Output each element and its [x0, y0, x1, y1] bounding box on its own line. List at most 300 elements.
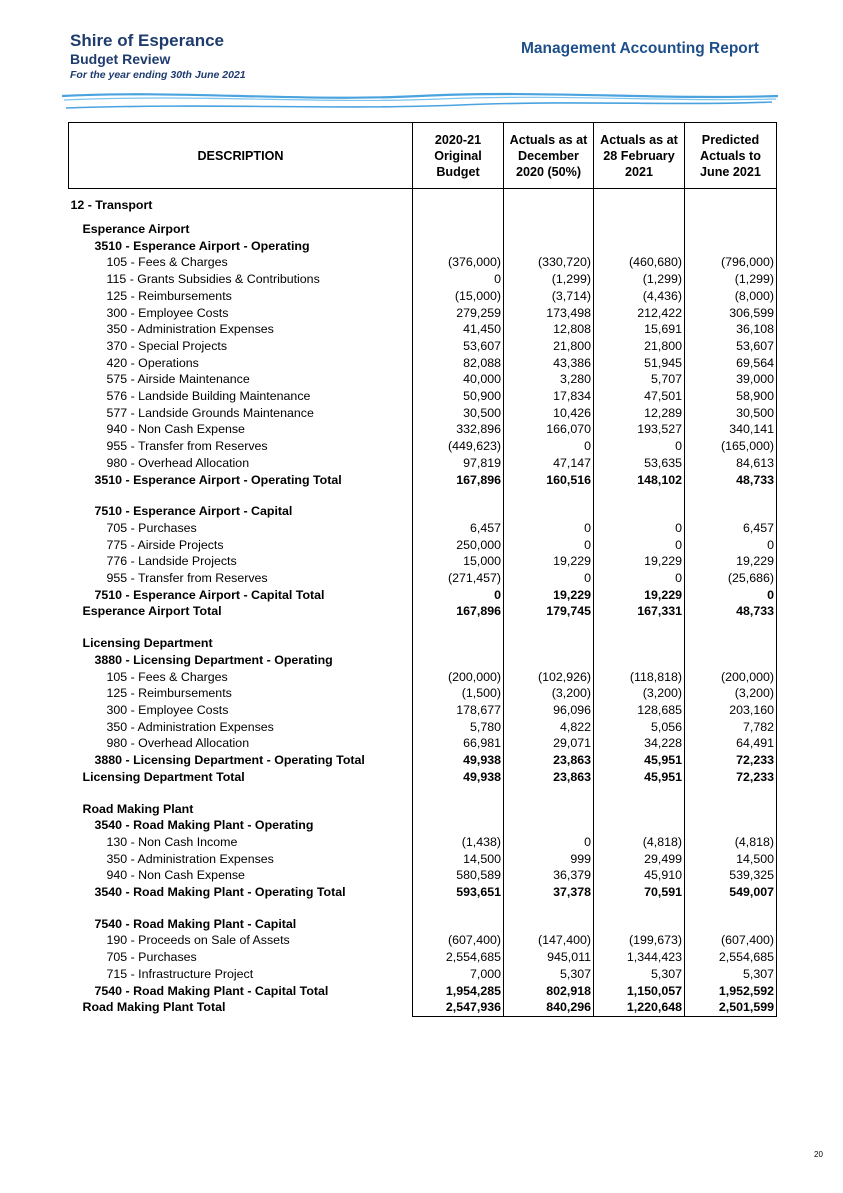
row-description: 775 - Airside Projects — [106, 537, 224, 552]
row-value-col4: 6,457 — [685, 520, 777, 537]
row-description: 980 - Overhead Allocation — [106, 736, 250, 751]
row-value-col2 — [504, 652, 594, 669]
row-value-col1: (607,400) — [413, 932, 504, 949]
row-description: 955 - Transfer from Reserves — [106, 571, 268, 586]
column-header-predicted-actuals — [685, 123, 777, 189]
row-value-col3: 5,056 — [594, 719, 685, 736]
row-value-col1: 2,547,936 — [413, 999, 504, 1016]
row-value-col4: (25,686) — [685, 570, 777, 587]
row-description: 125 - Reimbursements — [106, 288, 232, 303]
row-value-col1 — [413, 817, 504, 834]
total-row — [69, 752, 777, 769]
row-description: 776 - Landside Projects — [106, 554, 237, 569]
total-row — [69, 999, 777, 1016]
row-value-col1: 1,954,285 — [413, 983, 504, 1000]
table-row — [69, 455, 777, 472]
row-value-col3 — [594, 620, 685, 635]
row-value-col4: 1,952,592 — [685, 983, 777, 1000]
row-value-col4: (3,200) — [685, 685, 777, 702]
section-heading-row — [69, 503, 777, 520]
row-value-col3: 1,150,057 — [594, 983, 685, 1000]
table-row — [69, 338, 777, 355]
row-value-col3: 1,220,648 — [594, 999, 685, 1016]
table-row — [69, 553, 777, 570]
spacer-row — [69, 488, 777, 503]
row-value-col3: 212,422 — [594, 305, 685, 322]
row-value-col2: 840,296 — [504, 999, 594, 1016]
row-value-col2: 21,800 — [504, 338, 594, 355]
spacer-row — [69, 786, 777, 801]
row-value-col2 — [504, 635, 594, 652]
row-description: Licensing Department Total — [82, 769, 245, 784]
row-description: 300 - Employee Costs — [106, 305, 229, 320]
row-value-col1: 97,819 — [413, 455, 504, 472]
row-value-col1 — [413, 221, 504, 238]
row-value-col1: 49,938 — [413, 752, 504, 769]
row-value-col1: 279,259 — [413, 305, 504, 322]
row-value-col1: 14,500 — [413, 851, 504, 868]
row-value-col4 — [685, 901, 777, 916]
row-value-col4: 203,160 — [685, 702, 777, 719]
row-value-col3 — [594, 221, 685, 238]
row-value-col1 — [413, 503, 504, 520]
total-row — [69, 603, 777, 620]
row-value-col2: 17,834 — [504, 388, 594, 405]
total-row — [69, 884, 777, 901]
row-value-col4: 539,325 — [685, 867, 777, 884]
column-header-description: DESCRIPTION — [69, 123, 413, 189]
row-value-col3: 34,228 — [594, 735, 685, 752]
row-value-col4: 5,307 — [685, 966, 777, 983]
column-header-actuals-february — [594, 123, 685, 189]
row-value-col3: 148,102 — [594, 472, 685, 489]
row-description: 576 - Landside Building Maintenance — [106, 389, 311, 404]
row-value-col2: 5,307 — [504, 966, 594, 983]
row-value-col4 — [685, 916, 777, 933]
row-value-col2: 10,426 — [504, 405, 594, 422]
row-value-col1: (15,000) — [413, 288, 504, 305]
row-value-col2: 23,863 — [504, 752, 594, 769]
row-value-col4: 72,233 — [685, 752, 777, 769]
row-value-col3: 15,691 — [594, 321, 685, 338]
row-value-col1: 49,938 — [413, 769, 504, 786]
row-value-col4: (1,299) — [685, 271, 777, 288]
row-description — [69, 488, 413, 503]
table-row — [69, 438, 777, 455]
row-value-col2: 160,516 — [504, 472, 594, 489]
row-description: 705 - Purchases — [106, 520, 197, 535]
table-row — [69, 932, 777, 949]
row-value-col1: 7,000 — [413, 966, 504, 983]
row-value-col1: (449,623) — [413, 438, 504, 455]
row-description — [69, 901, 413, 916]
row-value-col3: 0 — [594, 438, 685, 455]
row-description: 105 - Fees & Charges — [106, 255, 228, 270]
row-value-col4: (200,000) — [685, 669, 777, 686]
row-description: 105 - Fees & Charges — [106, 669, 228, 684]
row-description: 715 - Infrastructure Project — [106, 966, 254, 981]
row-value-col4 — [685, 620, 777, 635]
row-value-col4: 340,141 — [685, 421, 777, 438]
row-value-col4: 0 — [685, 587, 777, 604]
row-value-col4 — [685, 488, 777, 503]
row-value-col1: 66,981 — [413, 735, 504, 752]
row-value-col3: 19,229 — [594, 553, 685, 570]
row-description: 300 - Employee Costs — [106, 702, 229, 717]
row-value-col2 — [504, 901, 594, 916]
row-value-col4: (165,000) — [685, 438, 777, 455]
row-value-col4 — [685, 503, 777, 520]
row-value-col3: 70,591 — [594, 884, 685, 901]
table-row — [69, 321, 777, 338]
row-value-col3: 45,951 — [594, 769, 685, 786]
row-value-col1: 250,000 — [413, 537, 504, 554]
column-header-actuals-december — [504, 123, 594, 189]
row-value-col2 — [504, 189, 594, 222]
row-value-col3: 1,344,423 — [594, 949, 685, 966]
row-value-col4: 53,607 — [685, 338, 777, 355]
row-value-col2: 4,822 — [504, 719, 594, 736]
row-value-col1: 2,554,685 — [413, 949, 504, 966]
table-header-row — [69, 123, 777, 189]
row-value-col4: 30,500 — [685, 405, 777, 422]
row-value-col4 — [685, 652, 777, 669]
row-value-col3: 0 — [594, 520, 685, 537]
section-heading-row — [69, 916, 777, 933]
row-value-col1: 53,607 — [413, 338, 504, 355]
row-value-col4 — [685, 801, 777, 818]
row-value-col3: 193,527 — [594, 421, 685, 438]
table-row — [69, 388, 777, 405]
row-value-col4: 306,599 — [685, 305, 777, 322]
row-description: Licensing Department — [82, 636, 213, 651]
header-line: 2020-21 — [434, 132, 482, 147]
row-value-col2 — [504, 221, 594, 238]
row-value-col1: (1,438) — [413, 834, 504, 851]
budget-review-table — [68, 122, 777, 1017]
row-description: 3540 - Road Making Plant - Operating — [94, 818, 314, 833]
row-value-col4: 549,007 — [685, 884, 777, 901]
table-row — [69, 685, 777, 702]
row-value-col1 — [413, 189, 504, 222]
row-value-col2: 999 — [504, 851, 594, 868]
row-value-col3: (199,673) — [594, 932, 685, 949]
row-value-col1 — [413, 635, 504, 652]
row-value-col4: 14,500 — [685, 851, 777, 868]
row-value-col1 — [413, 916, 504, 933]
table-row — [69, 271, 777, 288]
row-value-col2: 173,498 — [504, 305, 594, 322]
row-value-col4 — [685, 221, 777, 238]
row-value-col1: 15,000 — [413, 553, 504, 570]
row-value-col2: 96,096 — [504, 702, 594, 719]
row-value-col3 — [594, 189, 685, 222]
header-line: December — [518, 148, 579, 163]
row-value-col4: (4,818) — [685, 834, 777, 851]
table-row — [69, 355, 777, 372]
row-description: 350 - Administration Expenses — [106, 851, 274, 866]
row-value-col4: (8,000) — [685, 288, 777, 305]
row-description: 350 - Administration Expenses — [106, 322, 274, 337]
table-row — [69, 702, 777, 719]
row-description: 7540 - Road Making Plant - Capital — [94, 916, 297, 931]
section-heading-row — [69, 221, 777, 238]
row-description: Esperance Airport — [82, 222, 190, 236]
row-value-col1: 0 — [413, 271, 504, 288]
row-description: 3880 - Licensing Department - Operating Total — [94, 753, 365, 768]
row-value-col3 — [594, 801, 685, 818]
row-description: 370 - Special Projects — [106, 338, 228, 353]
header-line: 2020 (50%) — [515, 164, 582, 179]
total-row — [69, 472, 777, 489]
row-value-col1: 0 — [413, 587, 504, 604]
row-value-col3 — [594, 916, 685, 933]
row-description: Esperance Airport Total — [82, 604, 222, 619]
row-value-col2: 0 — [504, 438, 594, 455]
row-value-col3: 53,635 — [594, 455, 685, 472]
row-value-col1: 41,450 — [413, 321, 504, 338]
header-line: 28 February — [603, 148, 675, 163]
row-value-col1: 167,896 — [413, 603, 504, 620]
row-value-col3: (4,818) — [594, 834, 685, 851]
row-value-col3: (460,680) — [594, 254, 685, 271]
row-value-col2 — [504, 620, 594, 635]
row-value-col1: 580,589 — [413, 867, 504, 884]
row-value-col2: 0 — [504, 520, 594, 537]
row-value-col2: 166,070 — [504, 421, 594, 438]
row-value-col1: 30,500 — [413, 405, 504, 422]
row-description: Road Making Plant Total — [82, 1000, 226, 1015]
row-value-col4: 36,108 — [685, 321, 777, 338]
row-value-col2: 0 — [504, 570, 594, 587]
row-value-col2 — [504, 786, 594, 801]
row-value-col2: 12,808 — [504, 321, 594, 338]
row-value-col3: 19,229 — [594, 587, 685, 604]
row-value-col2: 23,863 — [504, 769, 594, 786]
total-row — [69, 769, 777, 786]
table-row — [69, 949, 777, 966]
row-value-col4 — [685, 786, 777, 801]
row-description: 980 - Overhead Allocation — [106, 455, 250, 470]
table-row — [69, 371, 777, 388]
row-description: 7510 - Esperance Airport - Capital — [94, 504, 293, 519]
row-value-col3: 167,331 — [594, 603, 685, 620]
row-description — [69, 620, 413, 635]
header-line: Budget — [436, 164, 480, 179]
row-description: 575 - Airside Maintenance — [106, 372, 250, 387]
row-description: 420 - Operations — [106, 355, 199, 370]
row-value-col1 — [413, 488, 504, 503]
row-value-col2: 945,011 — [504, 949, 594, 966]
row-description — [69, 786, 413, 801]
report-title: Management Accounting Report — [521, 40, 759, 57]
row-value-col2: 43,386 — [504, 355, 594, 372]
row-value-col2: 0 — [504, 537, 594, 554]
row-value-col3 — [594, 488, 685, 503]
row-value-col1: 332,896 — [413, 421, 504, 438]
row-value-col2 — [504, 238, 594, 255]
row-value-col4: 64,491 — [685, 735, 777, 752]
spacer-row — [69, 901, 777, 916]
row-value-col3: 45,951 — [594, 752, 685, 769]
row-value-col3: (118,818) — [594, 669, 685, 686]
page-number: 20 — [814, 1150, 823, 1159]
row-value-col4: 72,233 — [685, 769, 777, 786]
row-value-col1: 167,896 — [413, 472, 504, 489]
row-value-col3: 128,685 — [594, 702, 685, 719]
row-value-col3: 21,800 — [594, 338, 685, 355]
row-value-col4: 0 — [685, 537, 777, 554]
row-value-col4: 48,733 — [685, 603, 777, 620]
row-description: 125 - Reimbursements — [106, 686, 232, 701]
row-description: 3880 - Licensing Department - Operating — [94, 652, 333, 667]
row-description: 7540 - Road Making Plant - Capital Total — [94, 983, 329, 998]
row-value-col1: (271,457) — [413, 570, 504, 587]
row-value-col2: (3,200) — [504, 685, 594, 702]
row-value-col3: 5,307 — [594, 966, 685, 983]
row-value-col1: 82,088 — [413, 355, 504, 372]
row-value-col3: 51,945 — [594, 355, 685, 372]
row-description: 705 - Purchases — [106, 950, 197, 965]
row-description: 12 - Transport — [70, 198, 153, 212]
row-value-col3: 0 — [594, 537, 685, 554]
row-value-col1 — [413, 652, 504, 669]
row-description: 955 - Transfer from Reserves — [106, 439, 268, 454]
table-row — [69, 851, 777, 868]
row-description: 3540 - Road Making Plant - Operating Total — [94, 885, 346, 900]
row-value-col4 — [685, 238, 777, 255]
row-value-col2: 29,071 — [504, 735, 594, 752]
table-row — [69, 305, 777, 322]
column-header-original-budget — [413, 123, 504, 189]
total-row — [69, 587, 777, 604]
row-value-col4: (796,000) — [685, 254, 777, 271]
header-line: 2021 — [624, 164, 654, 179]
table-row — [69, 966, 777, 983]
row-value-col4: 7,782 — [685, 719, 777, 736]
row-value-col1: (200,000) — [413, 669, 504, 686]
row-value-col4 — [685, 635, 777, 652]
row-value-col2 — [504, 916, 594, 933]
section-heading-row — [69, 189, 777, 222]
row-value-col4: 58,900 — [685, 388, 777, 405]
table-row — [69, 421, 777, 438]
row-value-col1: 5,780 — [413, 719, 504, 736]
report-period: For the year ending 30th June 2021 — [70, 69, 246, 81]
section-heading-row — [69, 238, 777, 255]
section-heading-row — [69, 817, 777, 834]
table-row — [69, 570, 777, 587]
row-value-col2: 19,229 — [504, 587, 594, 604]
report-header-left — [70, 31, 246, 82]
row-value-col1: 40,000 — [413, 371, 504, 388]
row-value-col2 — [504, 503, 594, 520]
row-value-col2: (330,720) — [504, 254, 594, 271]
row-value-col2: 179,745 — [504, 603, 594, 620]
header-line: Actuals as at — [600, 132, 678, 147]
row-value-col2: 3,280 — [504, 371, 594, 388]
table-row — [69, 834, 777, 851]
row-description: 350 - Administration Expenses — [106, 719, 274, 734]
row-description: 940 - Non Cash Expense — [106, 422, 245, 437]
total-row — [69, 983, 777, 1000]
row-value-col3 — [594, 786, 685, 801]
table-row — [69, 669, 777, 686]
row-value-col3: 29,499 — [594, 851, 685, 868]
row-value-col1: (376,000) — [413, 254, 504, 271]
row-value-col4 — [685, 189, 777, 222]
row-value-col1 — [413, 901, 504, 916]
organisation-name: Shire of Esperance — [70, 31, 225, 50]
row-description: 3510 - Esperance Airport - Operating — [94, 238, 310, 253]
header-line: Actuals as at — [509, 132, 588, 147]
row-value-col2: 0 — [504, 834, 594, 851]
row-value-col3: (3,200) — [594, 685, 685, 702]
header-line: June 2021 — [700, 164, 761, 179]
row-value-col3: 5,707 — [594, 371, 685, 388]
row-description: 577 - Landside Grounds Maintenance — [106, 405, 314, 420]
table-row — [69, 719, 777, 736]
table-row — [69, 867, 777, 884]
row-value-col2: 36,379 — [504, 867, 594, 884]
header-line: Actuals to — [700, 148, 761, 163]
row-value-col3 — [594, 635, 685, 652]
row-description: 7510 - Esperance Airport - Capital Total — [94, 587, 325, 602]
row-value-col3: 12,289 — [594, 405, 685, 422]
table-row — [69, 254, 777, 271]
row-value-col1: 50,900 — [413, 388, 504, 405]
table-row — [69, 288, 777, 305]
row-value-col2 — [504, 488, 594, 503]
row-value-col4: 19,229 — [685, 553, 777, 570]
row-value-col2 — [504, 817, 594, 834]
row-value-col3 — [594, 652, 685, 669]
row-value-col4 — [685, 817, 777, 834]
report-subtitle: Budget Review — [70, 51, 171, 67]
row-value-col3 — [594, 238, 685, 255]
row-value-col1: 6,457 — [413, 520, 504, 537]
table-row — [69, 405, 777, 422]
row-value-col1 — [413, 801, 504, 818]
row-value-col3: 0 — [594, 570, 685, 587]
row-value-col4: 84,613 — [685, 455, 777, 472]
spacer-row — [69, 620, 777, 635]
row-value-col3 — [594, 901, 685, 916]
table-row — [69, 520, 777, 537]
header-wave-decoration — [60, 88, 780, 116]
row-value-col1 — [413, 620, 504, 635]
row-value-col3: 47,501 — [594, 388, 685, 405]
table-row — [69, 735, 777, 752]
row-value-col4: 48,733 — [685, 472, 777, 489]
table-row — [69, 537, 777, 554]
row-description: 190 - Proceeds on Sale of Assets — [106, 933, 290, 948]
row-value-col1: 593,651 — [413, 884, 504, 901]
section-heading-row — [69, 635, 777, 652]
row-value-col2 — [504, 801, 594, 818]
section-heading-row — [69, 801, 777, 818]
section-heading-row — [69, 652, 777, 669]
row-value-col4: 39,000 — [685, 371, 777, 388]
row-value-col2: 802,918 — [504, 983, 594, 1000]
row-description: Road Making Plant — [82, 801, 194, 816]
row-value-col2: (147,400) — [504, 932, 594, 949]
row-value-col2: 47,147 — [504, 455, 594, 472]
header-line: Original — [434, 148, 482, 163]
row-value-col3: 45,910 — [594, 867, 685, 884]
row-description: 130 - Non Cash Income — [106, 834, 238, 849]
row-description: 3510 - Esperance Airport - Operating Total — [94, 472, 342, 487]
